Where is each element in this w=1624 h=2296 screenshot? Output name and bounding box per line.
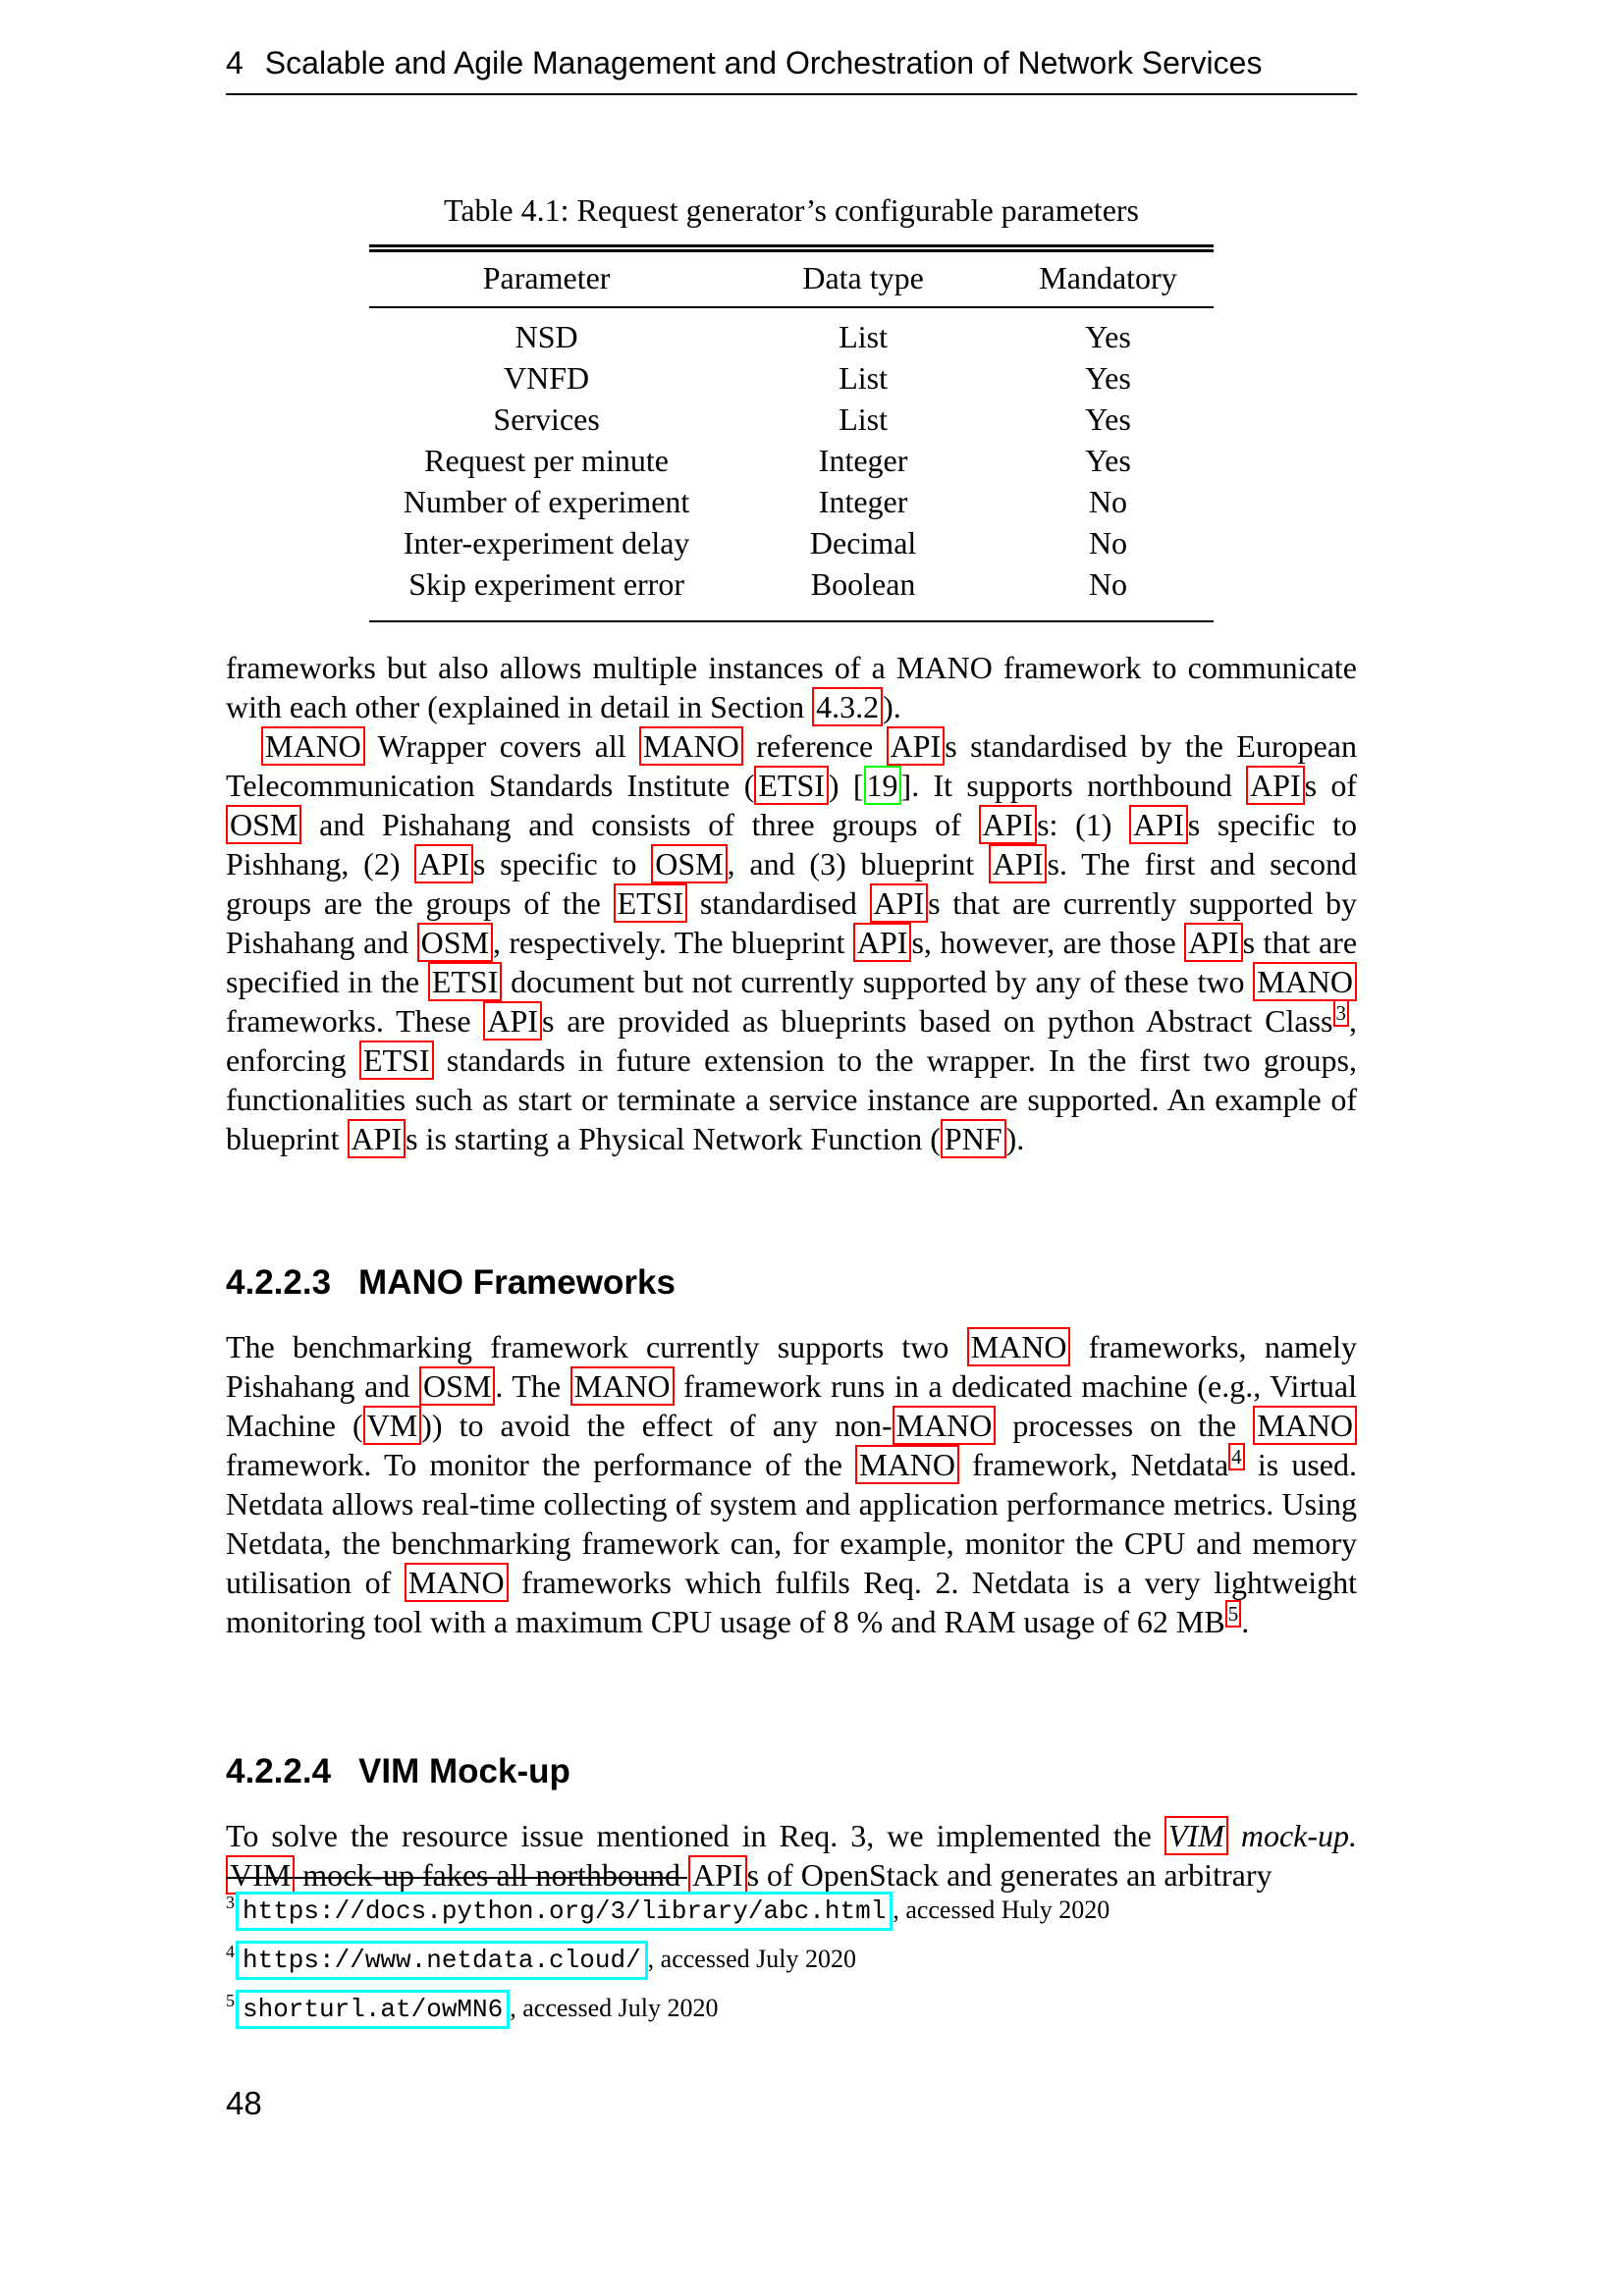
acronym-link[interactable]: MANO	[967, 1327, 1071, 1366]
table-cell: Skip experiment error	[408, 565, 684, 602]
footnote-marker: 3	[226, 1893, 235, 1913]
text-run: ]. It supports northbound	[900, 768, 1247, 803]
table-row	[369, 563, 1214, 621]
table-row	[369, 440, 1214, 481]
text-run: standards in future extension to the wrapper. In the first two groups, functionalities such as start or terminate a service instance are supported. An example of blueprint	[226, 1042, 1358, 1156]
text-run: Wrapper covers all	[364, 728, 640, 764]
text-run: frameworks but also allows multiple instances of a MANO framework to communicate with each other (explained in detail in Section	[226, 650, 1357, 724]
footnote-marker: 4	[226, 1942, 235, 1962]
acronym-link[interactable]: API	[887, 726, 946, 766]
text-run: s is starting a Physical Network Function (	[406, 1121, 941, 1156]
section-vim-mockup	[226, 1753, 1357, 1895]
text-run: s standardised by the European Telecommunication Standards Institute (	[226, 728, 1357, 803]
table-cell: Integer	[818, 483, 908, 519]
text-run: s: (1)	[1037, 807, 1130, 842]
footnote-ref[interactable]	[1225, 1597, 1242, 1627]
table-cell: Services	[493, 400, 600, 437]
text-run: ).	[883, 689, 901, 724]
table-cell: NSD	[514, 318, 578, 354]
table-cell: List	[839, 400, 888, 437]
acronym-link[interactable]: API	[414, 844, 473, 883]
text-run: , and (3) blueprint	[727, 846, 989, 881]
acronym-link[interactable]: API	[483, 1001, 542, 1041]
table-row	[369, 522, 1214, 563]
text-run: mock-up fakes all northbound	[295, 1857, 689, 1893]
text-run: frameworks, namely Pishahang and	[226, 1329, 1358, 1404]
acronym-link[interactable]: MANO	[893, 1406, 997, 1445]
text-run: frameworks which fulfils Req. 2. Netdata is a very lightweight monitoring tool with a maximum CPU usage of 8 % and RAM usage of 62 MB	[226, 1565, 1358, 1639]
acronym-link[interactable]: API	[870, 883, 929, 923]
paragraph	[226, 648, 1357, 726]
acronym-link[interactable]: VIM	[1164, 1816, 1228, 1855]
text-run: . The	[495, 1368, 570, 1404]
acronym-link[interactable]: 4.3.2	[812, 687, 883, 726]
footnote-url-link[interactable]: https://www.netdata.cloud/	[236, 1941, 648, 1980]
text-run: The benchmarking framework currently supports two	[226, 1329, 967, 1364]
table-cell: No	[1088, 565, 1128, 602]
chapter-number: 4	[226, 45, 244, 80]
acronym-link[interactable]: API	[1246, 766, 1305, 805]
table-cell: Yes	[1085, 442, 1131, 478]
paragraph	[226, 726, 1357, 1158]
text-run: s of OpenStack and generates an arbitrary	[746, 1857, 1272, 1893]
text-run: processes on the	[996, 1408, 1254, 1443]
footnotes	[226, 1877, 1357, 2038]
text-run: standardised	[687, 885, 870, 921]
text-run: s that are currently supported by Pishahang and	[226, 885, 1358, 960]
acronym-link[interactable]: MANO	[639, 726, 743, 766]
page-number: 48	[226, 2085, 262, 2121]
table-cell: Yes	[1085, 318, 1131, 354]
footnote-access-date: , accessed July 2020	[510, 1994, 719, 2022]
footnote-url-link[interactable]: https://docs.python.org/3/library/abc.html	[236, 1892, 893, 1931]
table-cell: No	[1088, 483, 1128, 519]
text-run: and Pishahang and consists of three groups of	[301, 807, 979, 842]
acronym-link[interactable]: OSM	[419, 1366, 495, 1406]
footnote-url-link[interactable]: shorturl.at/owMN6	[236, 1990, 510, 2029]
table-block	[226, 192, 1357, 622]
text-run: is used. Netdata allows real-time collecting of system and application performance metrics. Using Netdata, the benchmarking framework can, for example, monitor the CPU and memory utilisation of	[226, 1447, 1357, 1600]
acronym-link[interactable]: OSM	[226, 805, 301, 844]
footnote	[226, 1989, 1357, 2029]
text-run: .	[1241, 1604, 1250, 1639]
table-caption: Table 4.1: Request generator’s configurable parameters	[444, 192, 1139, 228]
acronym-link[interactable]: VIM	[226, 1855, 295, 1895]
paragraph	[226, 1327, 1357, 1641]
text-run: )) to avoid the effect of any non-	[421, 1408, 893, 1443]
section-title: VIM Mock-up	[358, 1752, 570, 1790]
text-run: framework. To monitor the performance of the	[226, 1447, 856, 1482]
acronym-link[interactable]: MANO	[405, 1563, 509, 1602]
acronym-link[interactable]: MANO	[261, 726, 365, 766]
acronym-link[interactable]: API	[688, 1855, 747, 1895]
text-run: s are provided as blueprints based on python Abstract Class	[541, 1003, 1333, 1039]
header-rule	[226, 93, 1357, 95]
table-row	[369, 357, 1214, 399]
table-cell: No	[1088, 524, 1128, 561]
text-run: s. The first and second groups are the groups of the	[226, 846, 1358, 921]
chapter-title: Scalable and Agile Management and Orchestration of Network Services	[264, 45, 1263, 80]
acronym-link[interactable]: API	[1129, 805, 1188, 844]
footnote-ref[interactable]	[1228, 1440, 1245, 1469]
table-row	[369, 399, 1214, 440]
table-header-row	[369, 248, 1214, 307]
text-run: document but not currently supported by any of these two	[502, 964, 1254, 999]
table-cell: VNFD	[504, 359, 590, 396]
footnote	[226, 1940, 1357, 1980]
acronym-link[interactable]: ETSI	[614, 883, 688, 923]
table-cell: Yes	[1085, 400, 1131, 437]
section-title: MANO Frameworks	[358, 1263, 676, 1302]
acronym-link[interactable]: ETSI	[428, 962, 503, 1001]
table-cell: List	[839, 359, 888, 396]
table-cell: Integer	[818, 442, 908, 478]
table-cell: Boolean	[810, 565, 916, 602]
text-run: mock-up.	[1227, 1818, 1358, 1853]
text-run: s specific to	[472, 846, 652, 881]
running-head	[226, 45, 1357, 95]
text-run: reference	[742, 728, 887, 764]
footnote-access-date: , accessed July 2020	[647, 1945, 856, 1973]
section-heading	[226, 1753, 1357, 1790]
footnote-rule	[226, 1877, 687, 1879]
text-run: , enforcing	[226, 1003, 1358, 1078]
acronym-link[interactable]: MANO	[855, 1445, 959, 1484]
text-run: ) [	[828, 768, 864, 803]
text-run: , respectively. The blueprint	[492, 925, 853, 960]
acronym-link[interactable]: MANO	[570, 1366, 675, 1406]
acronym-link[interactable]: OSM	[651, 844, 727, 883]
text-run: s that are specified in the	[226, 925, 1358, 999]
table-cell: Inter-experiment delay	[403, 524, 690, 561]
section-mano-frameworks	[226, 1264, 1357, 1641]
footnote-ref[interactable]	[1333, 996, 1350, 1026]
acronym-link[interactable]: API	[348, 1119, 406, 1158]
table-cell: Yes	[1085, 359, 1131, 396]
footnote-access-date: , accessed Huly 2020	[893, 1896, 1110, 1924]
text-run: framework runs in a dedicated machine (e.g., Virtual Machine (	[226, 1368, 1358, 1443]
citation-link[interactable]: 19	[864, 766, 901, 805]
parameters-table	[369, 244, 1214, 622]
text-run: ).	[1005, 1121, 1025, 1156]
section-number: 4.2.2.3	[226, 1263, 332, 1302]
table-cell: Decimal	[809, 524, 917, 561]
table-row	[369, 307, 1214, 357]
acronym-link[interactable]: ETSI	[754, 766, 829, 805]
acronym-link[interactable]: MANO	[1253, 1406, 1357, 1445]
table-column-header: Data type	[724, 248, 1002, 307]
acronym-link[interactable]: 3	[1333, 999, 1350, 1027]
acronym-link[interactable]: API	[1184, 923, 1243, 962]
table-cell: Request per minute	[424, 442, 669, 478]
text-run: s of	[1304, 768, 1358, 803]
text-run: s specific to Pishhang, (2)	[226, 807, 1357, 881]
acronym-link[interactable]: API	[989, 844, 1048, 883]
text-run: To solve the resource issue mentioned in Req. 3, we implemented the	[226, 1818, 1164, 1853]
table-column-header: Mandatory	[1002, 248, 1214, 307]
text-run: s, however, are those	[911, 925, 1185, 960]
section-heading	[226, 1264, 1357, 1302]
table-row	[369, 481, 1214, 522]
text-run: framework, Netdata	[958, 1447, 1229, 1482]
acronym-link[interactable]: ETSI	[359, 1041, 434, 1080]
text-run: frameworks. These	[226, 1003, 484, 1039]
table-column-header: Parameter	[369, 248, 724, 307]
acronym-link[interactable]: PNF	[941, 1119, 1006, 1158]
table-cell: List	[839, 318, 888, 354]
acronym-link[interactable]: API	[979, 805, 1038, 844]
acronym-link[interactable]: API	[853, 923, 912, 962]
body-text	[226, 648, 1357, 1158]
table-cell: Number of experiment	[403, 483, 690, 519]
section-number: 4.2.2.4	[226, 1752, 332, 1790]
footnote	[226, 1891, 1357, 1931]
footnote-marker: 5	[226, 1991, 235, 2011]
acronym-link[interactable]: VM	[363, 1406, 422, 1445]
acronym-link[interactable]: 5	[1225, 1600, 1242, 1628]
acronym-link[interactable]: 4	[1228, 1443, 1245, 1470]
acronym-link[interactable]: MANO	[1253, 962, 1357, 1001]
acronym-link[interactable]: OSM	[417, 923, 493, 962]
